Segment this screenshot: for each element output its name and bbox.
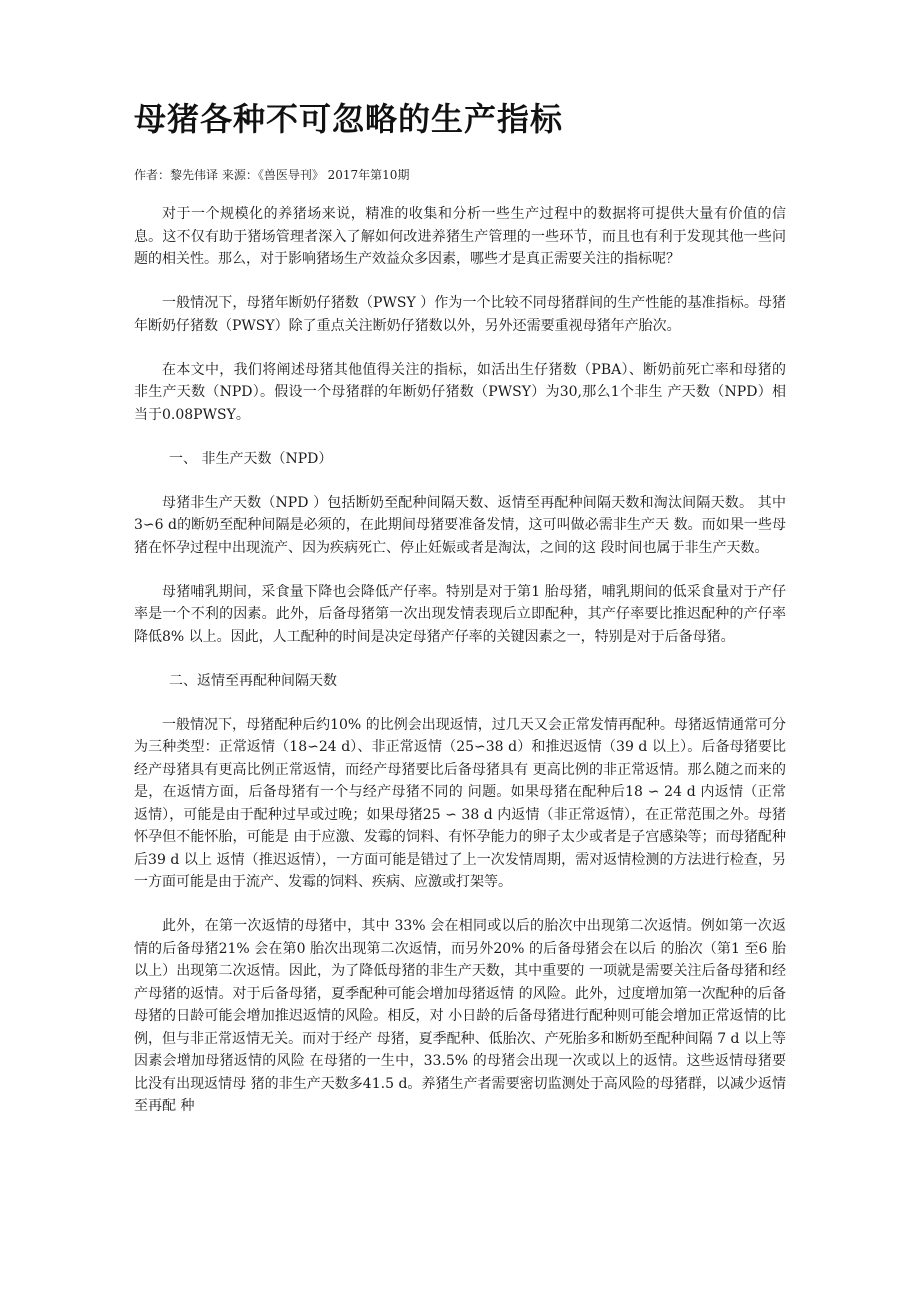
paragraph-return-types: 一般情况下，母猪配种后约10% 的比例会出现返情，过几天又会正常发情再配种。母猪返情通常可分为三种类型：正常返情（18∽24 d）、非正常返情（25∽38 d）和推迟返情（39 d 以上）。后备母猪要比经产母猪具有更高比例正常返情，而经产母猪要比后备母猪具有 更高比例的非正常返情。那么随之而来的是，在返情方面，后备母猪有一个与经产母猪不同的 问题。如果母猪在配种后18 ∽ 24 d 内返情（正常返情），可能是由于配种过早或过晚；如果母猪25 ∽ 38 d 内返情（非正常返情），在正常范围之外。母猪怀孕但不能怀胎，可能是 由于应激、发霉的饲料、有怀孕能力的卵子太少或者是子宫感染等；而母猪配种后39 d 以上 返情（推迟返情），一方面可能是错过了上一次发情周期，需对返情检测的方法进行检查，另 一方面可能是由于流产、发霉的饲料、疾病、应激或打架等。 — [134, 716, 786, 890]
article-meta: 作者：黎先伟译 来源：《兽医导刊》 2017年第10期 — [134, 168, 410, 182]
paragraph-intro: 对于一个规模化的养猪场来说，精准的收集和分析一些生产过程中的数据将可提供大量有价值的信息。这不仅有助于猪场管理者深入了解如何改进养猪生产管理的一些环节，而且也有利于发现其他一些问题的相关性。那么，对于影响猪场生产效益众多因素，哪些才是真正需要关注的指标呢？ — [134, 206, 786, 267]
paragraph-lactation: 母猪哺乳期间，采食量下降也会降低产仔率。特别是对于第1 胎母猪，哺乳期间的低采食量对于产仔率是一个不利的因素。此外，后备母猪第一次出现发情表现后立即配种，其产仔率要比推迟配种的产仔率降低8% 以上。因此，人工配种的时间是决定母猪产仔率的关键因素之一，特别是对于后备母猪。 — [134, 583, 786, 645]
paragraph-second-return: 此外，在第一次返情的母猪中，其中 33% 会在相同或以后的胎次中出现第二次返情。例如第一次返情的后备母猪21% 会在第0 胎次出现第二次返情，而另外20% 的后备母猪会在以后 的胎次（第1 至6 胎以上）出现第二次返情。因此，为了降低母猪的非生产天数，其中重要的 一项就是需要关注后备母猪和经产母猪的返情。对于后备母猪，夏季配种可能会增加母猪返情 的风险。此外，过度增加第一次配种的后备母猪的日龄可能会增加推迟返情的风险。相反，对 小日龄的后备母猪进行配种则可能会增加正常返情的比例，但与非正常返情无关。而对于经产 母猪，夏季配种、低胎次、产死胎多和断奶至配种间隔 7 d 以上等因素会增加母猪返情的风险 在母猪的一生中，33.5% 的母猪会出现一次或以上的返情。这些返情母猪要比没有出现返情母 猪的非生产天数多41.5 d。养猪生产者需要密切监测处于高风险的母猪群，以减少返情至再配 种 — [134, 918, 786, 1114]
section-heading-npd: 一、 非生产天数（NPD） — [169, 450, 333, 467]
article-title: 母猪各种不可忽略的生产指标 — [134, 100, 564, 138]
article-body — [134, 203, 786, 1139]
section-heading-return-to-estrus: 二、返情至再配种间隔天数 — [169, 672, 337, 689]
paragraph-overview: 在本文中，我们将阐述母猪其他值得关注的指标，如活出生仔猪数（PBA）、断奶前死亡率和母猪的非生产天数（NPD）。假设一个母猪群的年断奶仔猪数（PWSY）为30,那么1个非生 产天数（NPD）相当于0.08PWSY。 — [134, 361, 786, 423]
paragraph-pwsy: 一般情况下，母猪年断奶仔猪数（PWSY ）作为一个比较不同母猪群间的生产性能的基准指标。母猪年断奶仔猪数（PWSY）除了重点关注断奶仔猪数以外，另外还需要重视母猪年产胎次。 — [134, 295, 786, 334]
paragraph-npd-definition: 母猪非生产天数（NPD ）包括断奶至配种间隔天数、返情至再配种间隔天数和淘汰间隔天数。 其中3∽6 d的断奶至配种间隔是必须的，在此期间母猪要准备发情，这可叫做必需非生产天 数。而如果一些母猪在怀孕过程中出现流产、因为疾病死亡、停止妊娠或者是淘汰，之间的这 段时间也属于非生产天数。 — [134, 494, 786, 556]
